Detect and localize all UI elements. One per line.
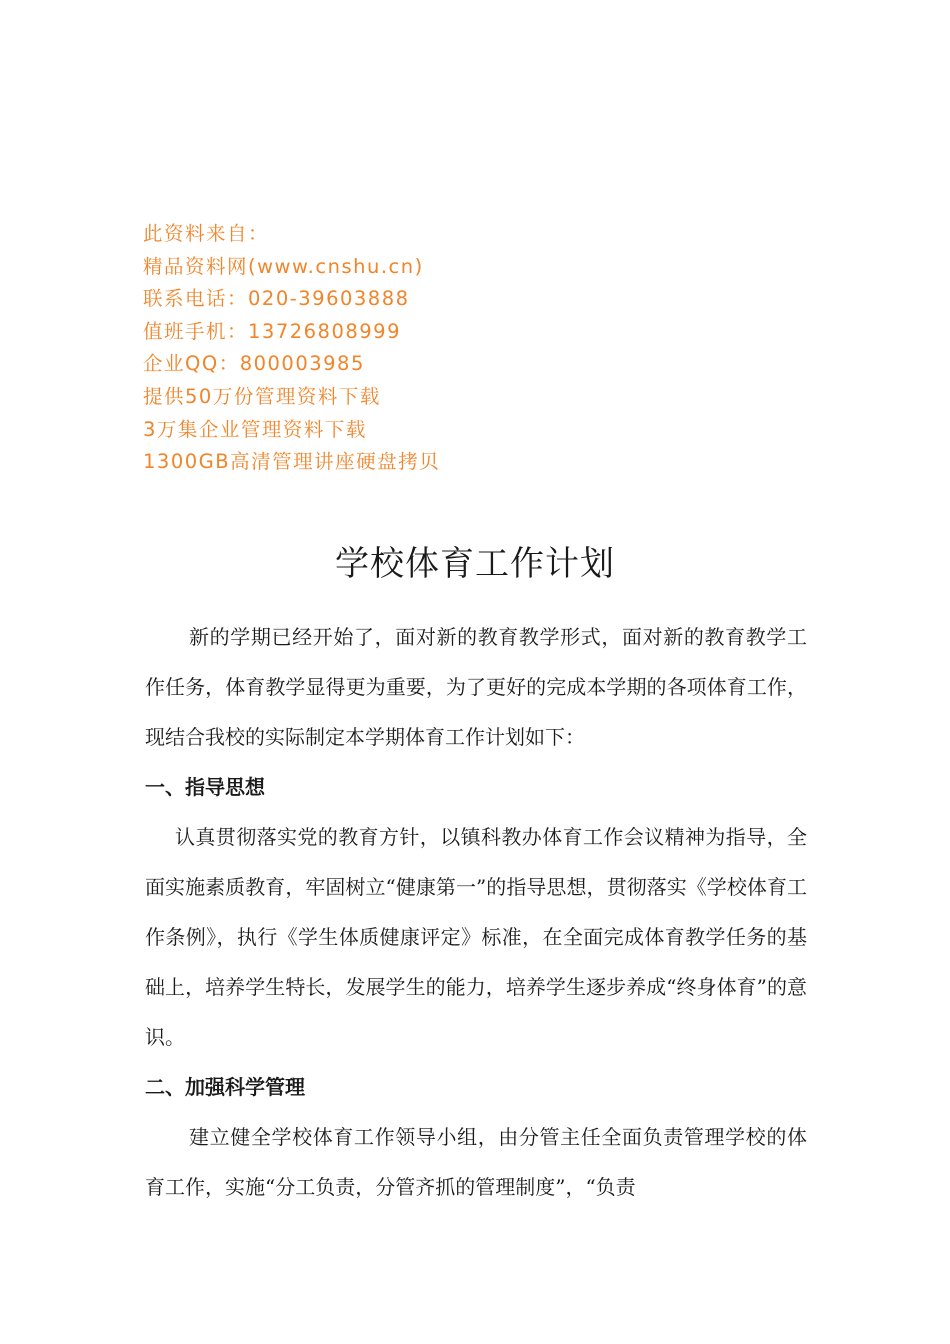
- section-heading-management: 二、加强科学管理: [145, 1075, 305, 1099]
- document-title: 学校体育工作计划: [335, 544, 615, 584]
- source-line-offer-2: 3万集企业管理资料下载: [143, 417, 367, 441]
- source-line-offer-1: 提供50万份管理资料下载: [143, 384, 381, 408]
- source-line-offer-3: 1300GB高清管理讲座硬盘拷贝: [143, 450, 441, 474]
- source-info-block: [143, 218, 663, 479]
- intro-paragraph: 新的学期已经开始了，面对新的教育教学形式，面对新的教育教学工作任务，体育教学显得更为重要，为了更好的完成本学期的各项体育工作，现结合我校的实际制定本学期体育工作计划如下：: [145, 625, 807, 749]
- document-body: [145, 612, 807, 1212]
- source-line-from: 此资料来自：: [143, 222, 270, 245]
- source-line-mobile: 值班手机：13726808999: [143, 319, 401, 343]
- section-body-management: 建立健全学校体育工作领导小组，由分管主任全面负责管理学校的体育工作，实施“分工负责，分管齐抓的管理制度”，“负责: [145, 1125, 807, 1199]
- source-line-phone: 联系电话：020-39603888: [143, 287, 410, 311]
- section-body-guiding-thought: 认真贯彻落实党的教育方针，以镇科教办体育工作会议精神为指导，全面实施素质教育，牢固树立“健康第一”的指导思想，贯彻落实《学校体育工作条例》，执行《学生体质健康评定》标准，在全面完成体育教学任务的基础上，培养学生特长，发展学生的能力，培养学生逐步养成“终身体育”的意识。: [145, 825, 807, 1049]
- section-heading-guiding-thought: 一、指导思想: [145, 775, 265, 799]
- source-line-website: 精品资料网(www.cnshu.cn): [143, 254, 424, 278]
- source-line-qq: 企业QQ：800003985: [143, 352, 365, 376]
